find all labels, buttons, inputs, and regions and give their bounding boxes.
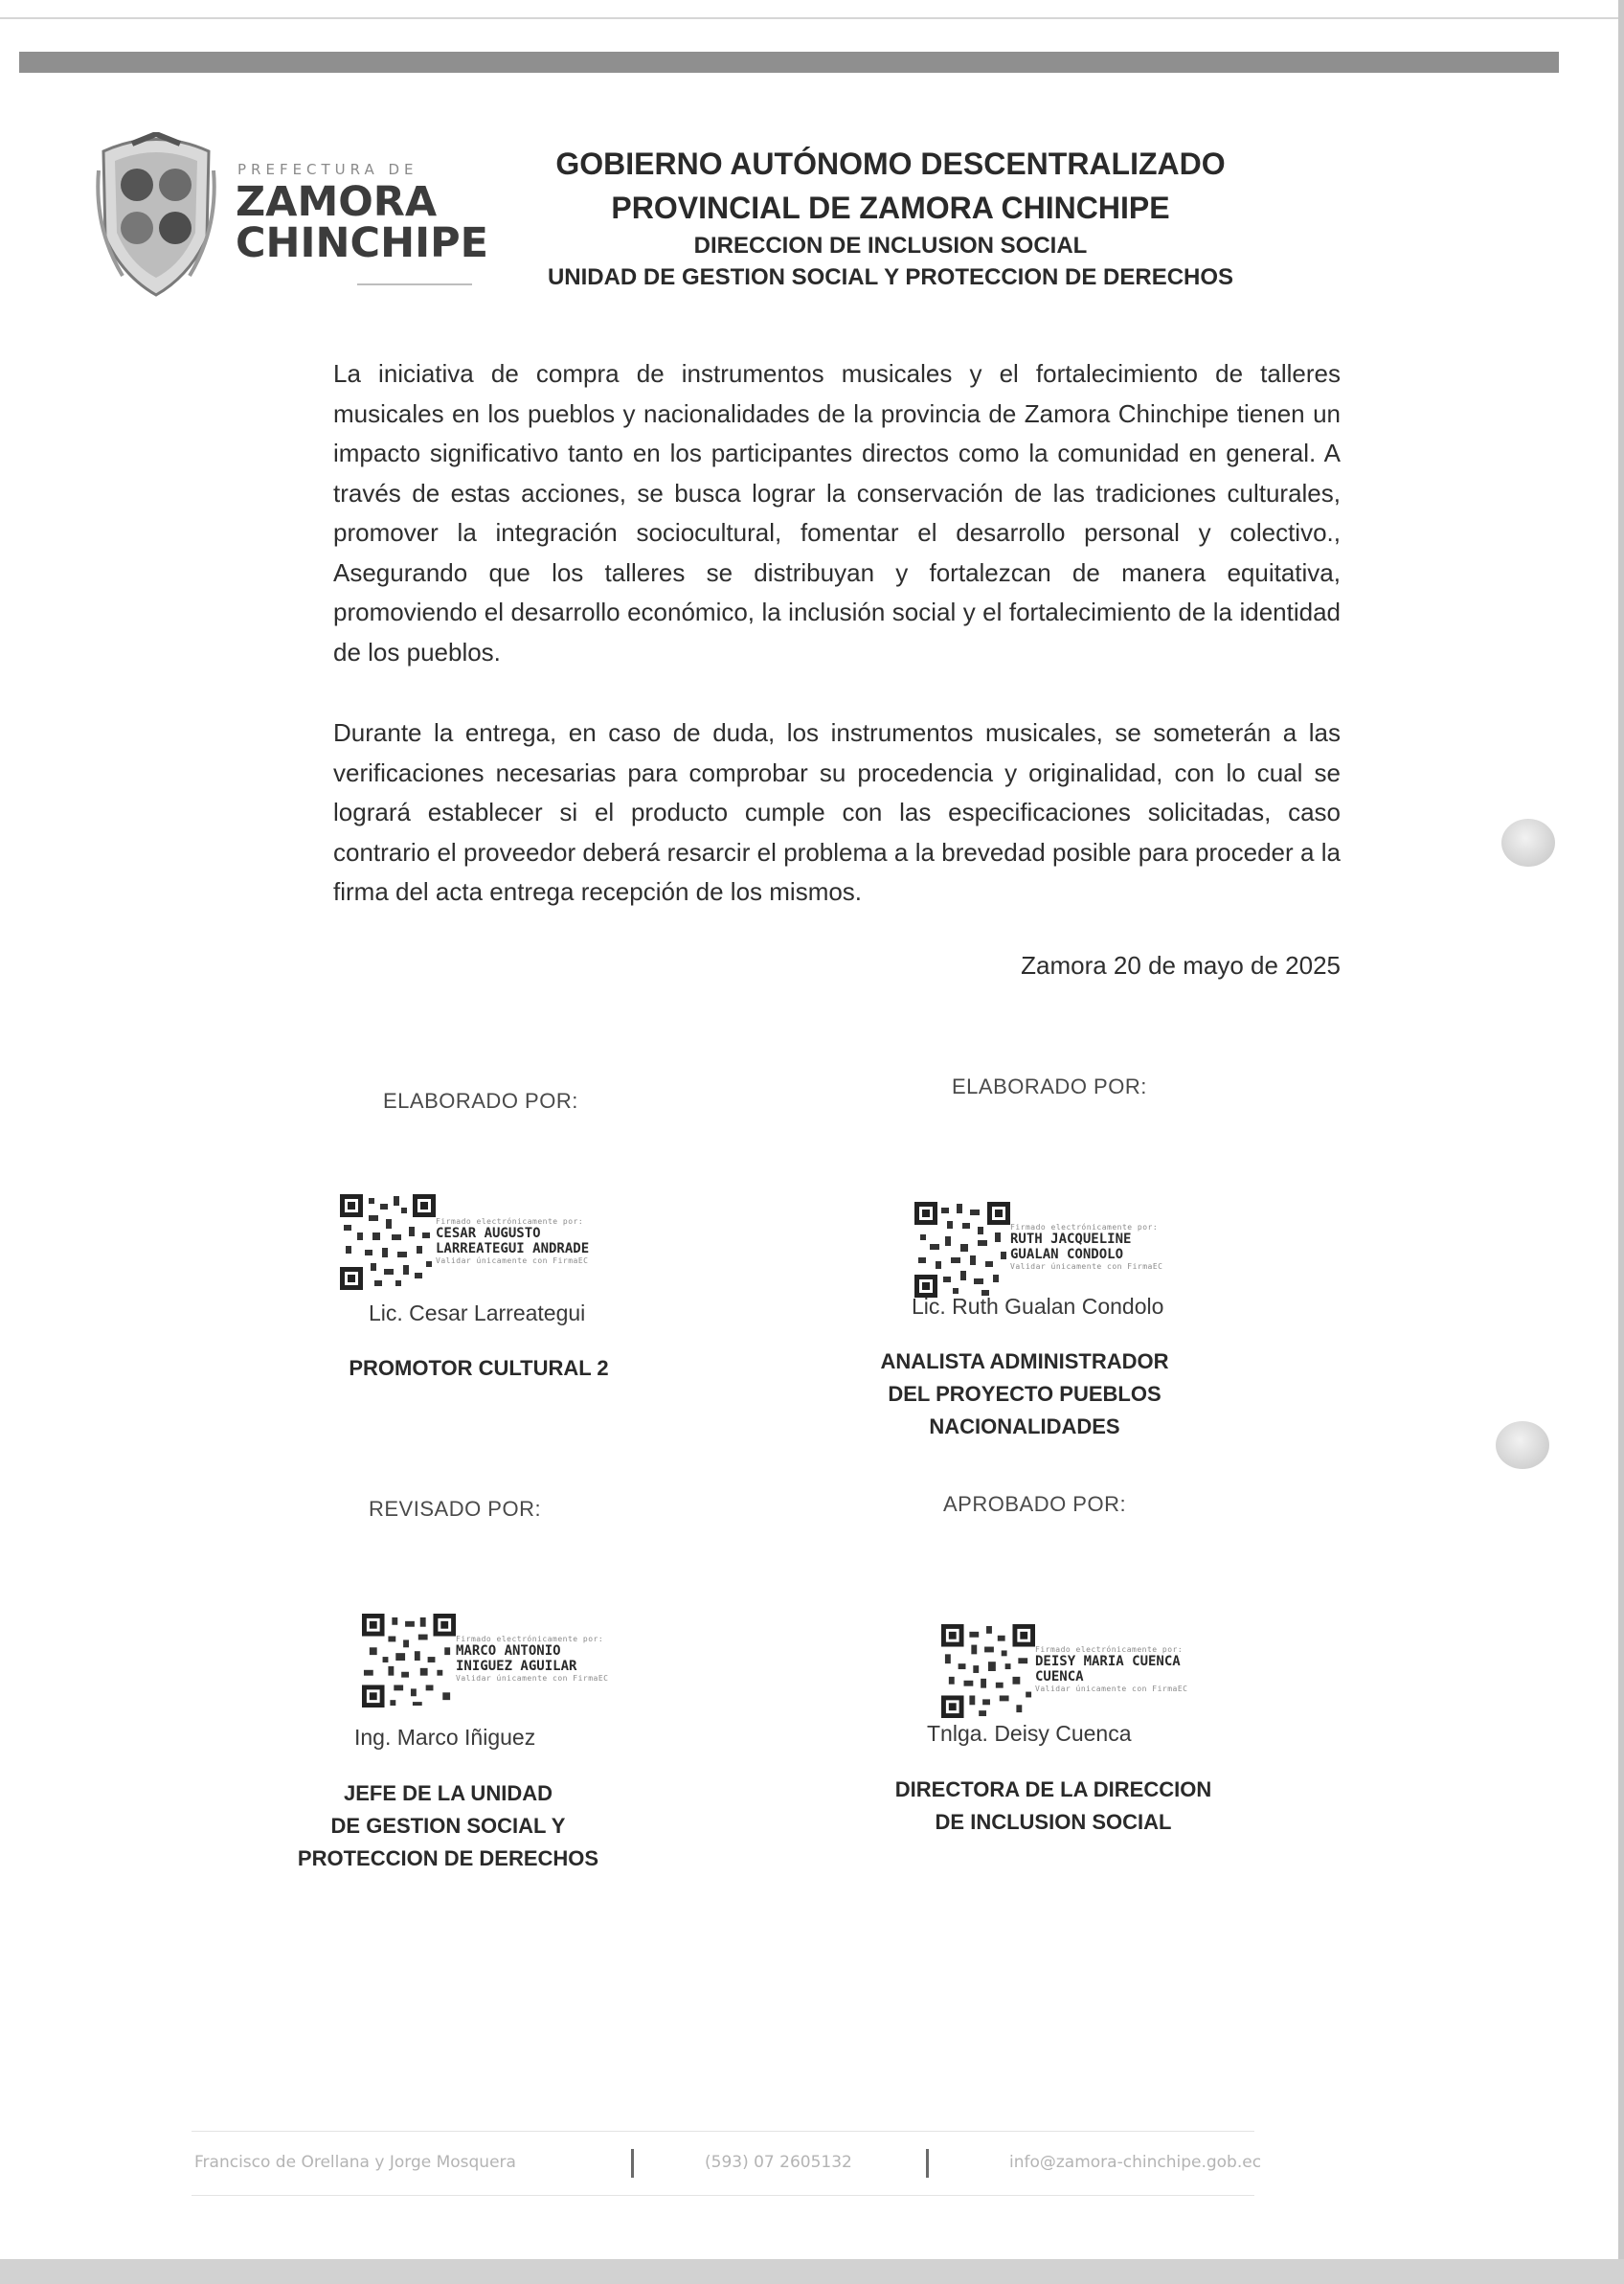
punch-hole [1496, 1421, 1549, 1469]
signature-4-title [862, 1774, 1245, 1839]
qr-code-icon [914, 1202, 1010, 1298]
scan-header-band [19, 52, 1559, 73]
prefectura-logo [94, 132, 496, 305]
stamp-footer: Validar únicamente con FirmaEC [456, 1674, 609, 1683]
stamp-header: Firmado electrónicamente por: [1035, 1645, 1184, 1654]
stamp-name-1: CESAR AUGUSTO [436, 1226, 541, 1241]
signature-3-title-line-2: DE GESTION SOCIAL Y [330, 1814, 566, 1838]
signature-1-stamp [340, 1194, 646, 1290]
footer-top-rule [192, 2131, 1254, 2132]
stamp-footer: Validar únicamente con FirmaEC [436, 1256, 589, 1265]
signature-2-title-line-1: ANALISTA ADMINISTRADOR [880, 1349, 1169, 1373]
logo-line-1: ZAMORA [236, 178, 438, 226]
signature-2-name: Lic. Ruth Gualan Condolo [912, 1294, 1164, 1319]
qr-code-icon [340, 1194, 436, 1290]
signature-1-title [287, 1352, 670, 1385]
stamp-name-2: LARREATEGUI ANDRADE [436, 1241, 590, 1256]
signature-3-title-line-1: JEFE DE LA UNIDAD [344, 1781, 553, 1805]
document-header [479, 142, 1302, 293]
body-paragraph-2: Durante la entrega, en caso de duda, los instrumentos musicales, se someterán a las verificaciones necesarias para comprobar su procedencia y originalidad, con lo cual se logrará establecer si el producto cumple con las especificaciones solicitadas, caso contrario el proveedor deberá resarcir el problema a la brevedad posible para proceder a la firma del acta entrega recepción de los mismos. [333, 718, 1341, 906]
qr-code-icon [941, 1624, 1035, 1718]
stamp-name-2: INIGUEZ AGUILAR [456, 1659, 577, 1674]
signature-3-name: Ing. Marco Iñiguez [354, 1725, 536, 1750]
signature-3-title [257, 1777, 640, 1875]
signature-4-label: APROBADO POR: [943, 1492, 1127, 1516]
footer-bottom-rule [192, 2195, 1254, 2196]
stamp-name-1: DEISY MARIA CUENCA [1035, 1654, 1181, 1669]
signature-2-label: ELABORADO POR: [952, 1074, 1147, 1098]
footer-separator [631, 2149, 634, 2178]
footer-phone: (593) 07 2605132 [705, 2153, 852, 2172]
stamp-header: Firmado electrónicamente por: [1010, 1223, 1159, 1232]
stamp-name-1: MARCO ANTONIO [456, 1643, 561, 1659]
header-line-1: GOBIERNO AUTÓNOMO DESCENTRALIZADO [555, 147, 1226, 181]
footer-address: Francisco de Orellana y Jorge Mosquera [194, 2153, 516, 2172]
header-line-4: UNIDAD DE GESTION SOCIAL Y PROTECCION DE DERECHOS [547, 264, 1234, 290]
signature-2-title-line-2: DEL PROYECTO PUEBLOS [888, 1382, 1162, 1406]
logo-small-text: PREFECTURA DE [237, 161, 418, 178]
stamp-text [1035, 1645, 1188, 1693]
signature-1-label: ELABORADO POR: [383, 1089, 578, 1113]
signature-1-title-line-1: PROMOTOR CULTURAL 2 [349, 1356, 609, 1380]
signature-3-stamp [362, 1614, 668, 1709]
scan-right-edge [1618, 0, 1624, 2284]
footer-separator [926, 2149, 929, 2178]
stamp-name-1: RUTH JACQUELINE [1010, 1232, 1132, 1247]
coat-of-arms-icon [94, 132, 218, 305]
stamp-name-2: CUENCA [1035, 1669, 1084, 1685]
signature-3-title-line-3: PROTECCION DE DERECHOS [297, 1846, 599, 1870]
footer-email: info@zamora-chinchipe.gob.ec [1009, 2153, 1262, 2172]
logo-line-2: CHINCHIPE [236, 219, 488, 267]
stamp-name-2: GUALAN CONDOLO [1010, 1247, 1124, 1262]
stamp-text [456, 1635, 609, 1683]
stamp-text [1010, 1223, 1163, 1271]
signature-4-stamp [941, 1624, 1248, 1720]
signature-1-name: Lic. Cesar Larreategui [369, 1300, 586, 1325]
stamp-header: Firmado electrónicamente por: [456, 1635, 604, 1643]
signature-2-title-line-3: NACIONALIDADES [929, 1414, 1120, 1438]
signature-4-title-line-2: DE INCLUSION SOCIAL [935, 1810, 1172, 1834]
signature-2-stamp [914, 1202, 1221, 1298]
punch-hole [1501, 819, 1555, 867]
stamp-header: Firmado electrónicamente por: [436, 1217, 584, 1226]
header-line-3: DIRECCION DE INCLUSION SOCIAL [693, 233, 1088, 259]
signature-4-name: Tnlga. Deisy Cuenca [927, 1721, 1132, 1746]
logo-divider [357, 283, 472, 285]
stamp-footer: Validar únicamente con FirmaEC [1010, 1262, 1163, 1271]
document-date: Zamora 20 de mayo de 2025 [1021, 951, 1341, 980]
stamp-text [436, 1217, 589, 1265]
signature-2-title [833, 1346, 1216, 1443]
header-line-2: PROVINCIAL DE ZAMORA CHINCHIPE [611, 191, 1170, 225]
scan-top-edge [0, 17, 1624, 19]
signature-3-label: REVISADO POR: [369, 1497, 542, 1521]
qr-code-icon [362, 1614, 456, 1707]
body-paragraph-1: La iniciativa de compra de instrumentos musicales y el fortalecimiento de talleres musicales en los pueblos y nacionalidades de la provincia de Zamora Chinchipe tienen un impacto significativo tanto en los participantes directos como la comunidad en general. A través de estas acciones, se busca lograr la conservación de las tradiciones culturales, promover la integración sociocultural, fomentar el desarrollo personal y colectivo., Asegurando que los talleres se distribuyan y fortalezcan de manera equitativa, promoviendo el desarrollo económico, la inclusión social y el fortalecimiento de la identidad de los pueblos. [333, 359, 1341, 667]
stamp-footer: Validar únicamente con FirmaEC [1035, 1685, 1188, 1693]
signature-4-title-line-1: DIRECTORA DE LA DIRECCION [894, 1777, 1212, 1801]
scan-bottom-edge [0, 2259, 1624, 2284]
